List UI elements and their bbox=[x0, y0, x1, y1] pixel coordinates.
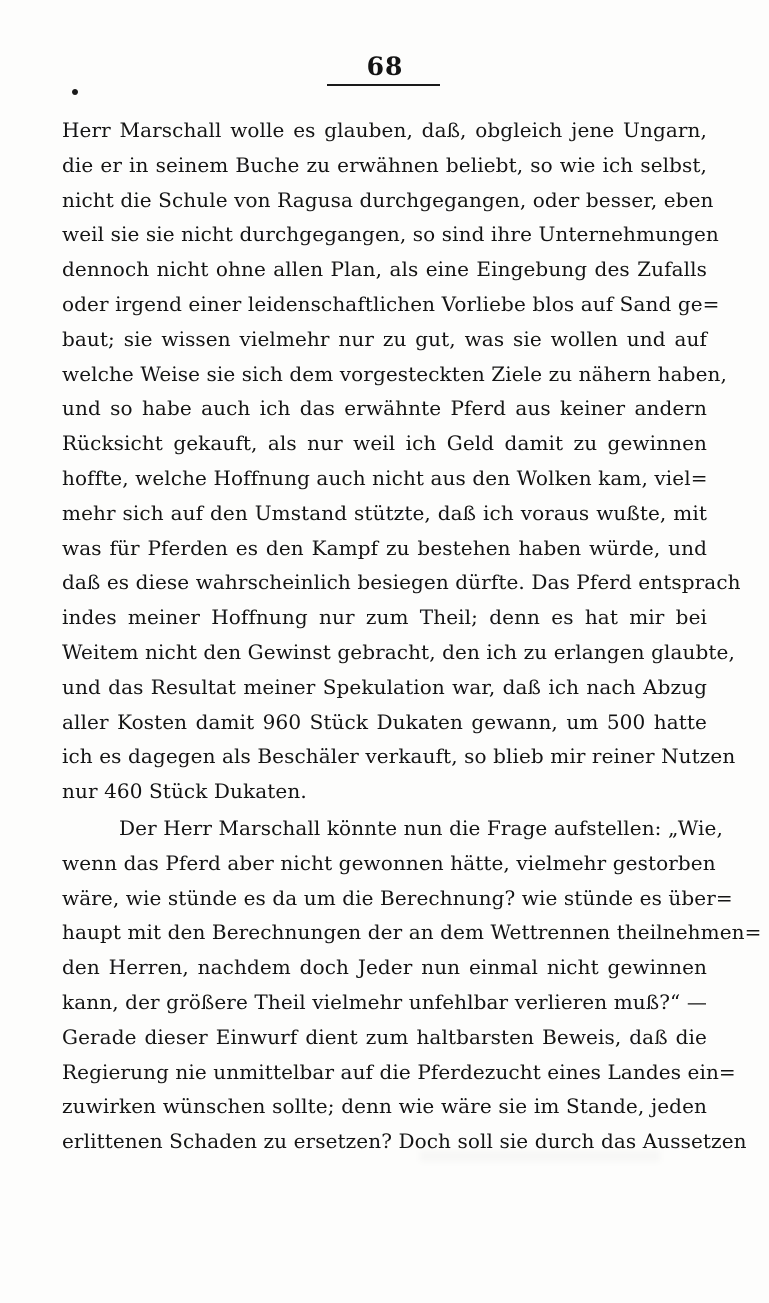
text-line: und so habe auch ich das erwähnte Pferd aus keiner andern bbox=[62, 396, 707, 421]
text-line: die er in seinem Buche zu erwähnen beliebt, so wie ich selbst, bbox=[62, 152, 707, 177]
text-line: welche Weise sie sich dem vorgesteckten Ziele zu nähern haben, bbox=[62, 361, 727, 386]
text-line: weil sie sie nicht durchgegangen, so sind ihre Unternehmungen bbox=[62, 222, 719, 247]
text-line: wäre, wie stünde es da um die Berechnung? wie stünde es über= bbox=[62, 885, 733, 910]
text-line: was für Pferden es den Kampf zu bestehen haben würde, und bbox=[62, 535, 707, 560]
text-line: nur 460 Stück Dukaten. bbox=[62, 779, 307, 804]
page-number: 68 bbox=[366, 52, 404, 81]
text-line: zuwirken wünschen sollte; denn wie wäre sie im Stande, jeden bbox=[62, 1094, 707, 1119]
text-line: Gerade dieser Einwurf dient zum haltbarsten Beweis, daß die bbox=[62, 1024, 707, 1049]
text-line: erlittenen Schaden zu ersetzen? Doch soll sie durch das Aussetzen bbox=[62, 1129, 747, 1154]
text-line: wenn das Pferd aber nicht gewonnen hätte, vielmehr gestorben bbox=[62, 850, 716, 875]
text-line: nicht die Schule von Ragusa durchgegangen, oder besser, eben bbox=[62, 187, 714, 212]
text-line: den Herren, nachdem doch Jeder nun einmal nicht gewinnen bbox=[62, 955, 707, 980]
text-line: kann, der größere Theil vielmehr unfehlbar verlieren muß?“ — bbox=[62, 989, 707, 1014]
text-line: aller Kosten damit 960 Stück Dukaten gewann, um 500 hatte bbox=[62, 709, 707, 734]
header-rule bbox=[327, 84, 440, 86]
text-line: dennoch nicht ohne allen Plan, als eine Eingebung des Zufalls bbox=[62, 257, 707, 282]
text-line: Weitem nicht den Gewinst gebracht, den ich zu erlangen glaubte, bbox=[62, 639, 735, 664]
text-line: baut; sie wissen vielmehr nur zu gut, was sie wollen und auf bbox=[62, 326, 707, 351]
paragraph-2 bbox=[62, 811, 762, 1159]
text-line: daß es diese wahrscheinlich besiegen dürfte. Das Pferd entsprach bbox=[62, 570, 741, 595]
paragraph-1 bbox=[62, 113, 741, 809]
text-line: indes meiner Hoffnung nur zum Theil; denn es hat mir bei bbox=[62, 605, 707, 630]
text-line: Herr Marschall wolle es glauben, daß, obgleich jene Ungarn, bbox=[62, 118, 707, 142]
text-line: mehr sich auf den Umstand stützte, daß ich voraus wußte, mit bbox=[62, 500, 707, 525]
text-line: haupt mit den Berechnungen der an dem Wettrennen theilnehmen= bbox=[62, 920, 762, 945]
text-line: ich es dagegen als Beschäler verkauft, so blieb mir reiner Nutzen bbox=[62, 744, 736, 769]
body-text bbox=[62, 113, 762, 1159]
text-line: Rücksicht gekauft, als nur weil ich Geld damit zu gewinnen bbox=[62, 431, 707, 456]
text-line: Der Herr Marschall könnte nun die Frage aufstellen: „Wie, bbox=[119, 815, 723, 840]
text-line: und das Resultat meiner Spekulation war, daß ich nach Abzug bbox=[62, 674, 707, 699]
text-line: Regierung nie unmittelbar auf die Pferdezucht eines Landes ein= bbox=[62, 1059, 736, 1084]
text-line: oder irgend einer leidenschaftlichen Vorliebe blos auf Sand ge= bbox=[62, 291, 720, 316]
text-line: hoffte, welche Hoffnung auch nicht aus den Wolken kam, viel= bbox=[62, 465, 708, 490]
ink-dot bbox=[72, 89, 78, 95]
bleed-through-smudge bbox=[420, 1150, 660, 1162]
